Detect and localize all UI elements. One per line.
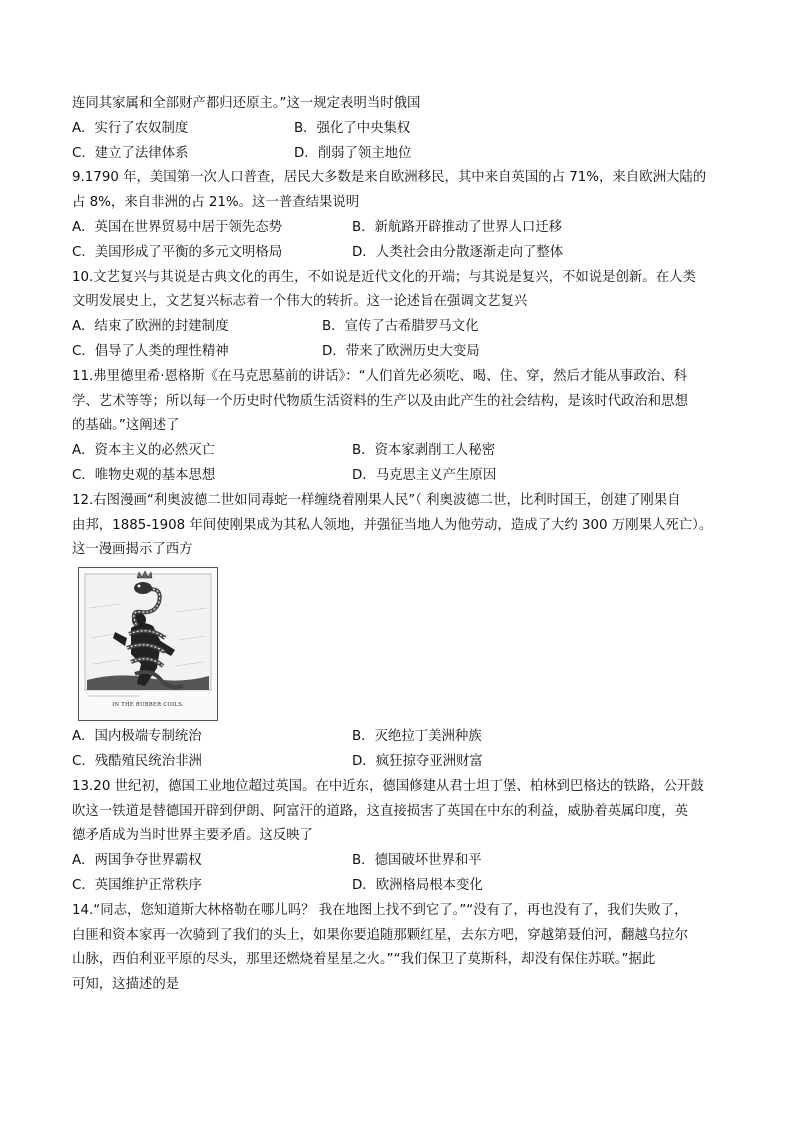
q11-stem-line-1: 11.弗里德里希·恩格斯《在马克思墓前的讲话》：“人们首先必须吃、喝、住、穿，然后才能从事政治、科	[72, 368, 687, 384]
q9-option-b[interactable]: B．新航路开辟推动了世界人口迁移	[352, 219, 563, 235]
q12-option-c[interactable]: C．残酷殖民统治非洲	[72, 753, 202, 769]
q13-option-c[interactable]: C．英国维护正常秩序	[72, 877, 202, 893]
q9-stem-line-2: 占 8%，来自非洲的占 21%。这一普查结果说明	[72, 195, 360, 211]
q8-stem-tail: 连同其家属和全部财产都归还原主。”这一规定表明当时俄国	[72, 96, 421, 111]
q12-option-b[interactable]: B．灭绝拉丁美洲种族	[352, 729, 482, 745]
q10-stem-line-2: 文明发展史上，文艺复兴标志着一个伟大的转折。这一论述旨在强调文艺复兴	[72, 294, 528, 310]
q11-option-b[interactable]: B．资本家剥削工人秘密	[352, 443, 496, 459]
q14-stem-line-4: 可知，这描述的是	[72, 977, 180, 993]
q8-options-row2	[72, 142, 732, 167]
q11-option-d[interactable]: D．马克思主义产生原因	[352, 467, 497, 483]
q10-options-row1	[72, 315, 732, 340]
q13-option-a[interactable]: A．两国争夺世界霸权	[72, 853, 202, 869]
cartoon-illustration	[79, 568, 217, 720]
q9-options-row2	[72, 241, 732, 266]
q9-option-c[interactable]: C．美国形成了平衡的多元文明格局	[72, 244, 283, 260]
q13-stem-line-2: 吹这一铁道是替德国开辟到伊朗、阿富汗的道路，这直接损害了英国在中东的利益，威胁着英属印度，英	[72, 803, 688, 819]
q13-option-b[interactable]: B．德国破坏世界和平	[352, 853, 482, 869]
q12-options-row1	[72, 725, 732, 750]
q12-option-a[interactable]: A．国内极端专制统治	[72, 729, 202, 745]
q14-stem-line-3: 山脉，西伯利亚平原的尽头，那里还燃烧着星星之火。”“我们保卫了莫斯科，却没有保住苏联。”据此	[72, 952, 656, 968]
q12-option-d[interactable]: D．疯狂掠夺亚洲财富	[352, 753, 483, 769]
q10-option-a[interactable]: A．结束了欧洲的封建制度	[72, 319, 229, 335]
q12-options-row2	[72, 750, 732, 775]
q9-options-row1	[72, 216, 732, 241]
q11-options-row2	[72, 464, 732, 489]
q13-options-row1	[72, 849, 732, 874]
q10-option-b[interactable]: B．宣传了古希腊罗马文化	[322, 319, 479, 335]
q14-stem-line-2: 白匪和资本家再一次骑到了我们的头上，如果你要追随那颗红星，去东方吧，穿越第聂伯河，翻越乌拉尔	[72, 927, 688, 943]
q9-option-d[interactable]: D．人类社会由分散逐渐走向了整体	[352, 244, 564, 260]
q11-stem-line-2: 学、艺术等等；所以每一个历史时代物质生活资料的生产以及由此产生的社会结构，是该时代政治和思想	[72, 393, 688, 409]
q11-stem-line-3: 的基础。”这阐述了	[72, 418, 180, 434]
q8-option-c[interactable]: C．建立了法律体系	[72, 145, 189, 161]
q8-option-a[interactable]: A．实行了农奴制度	[72, 120, 189, 136]
q14-stem-line-1: 14.“同志，您知道斯大林格勒在哪儿吗？ 我在地图上找不到它了。”“没有了，再也没有了，我们失败了，	[72, 902, 688, 918]
q12-stem-line-1: 12.右图漫画“利奥波德二世如同毒蛇一样缠绕着刚果人民”（ 利奥波德二世，比利时国王，创建了刚果自	[72, 492, 681, 508]
q8-option-b[interactable]: B．强化了中央集权	[294, 120, 411, 136]
cartoon-caption: IN THE RUBBER COILS.	[112, 702, 184, 709]
cartoon-image	[78, 567, 218, 721]
q9-option-a[interactable]: A．英国在世界贸易中居于领先态势	[72, 219, 283, 235]
q10-stem-line-1: 10.文艺复兴与其说是古典文化的再生，不如说是近代文化的开端；与其说是复兴，不如说是创新。在人类	[72, 269, 696, 285]
q10-options-row2	[72, 340, 732, 365]
q10-option-c[interactable]: C．倡导了人类的理性精神	[72, 343, 229, 359]
q8-options-row1	[72, 117, 732, 142]
q13-stem-line-3: 德矛盾成为当时世界主要矛盾。这反映了	[72, 828, 314, 844]
q9-stem-line-1: 9.1790 年，美国第一次人口普查，居民大多数是来自欧洲移民，其中来自英国的占 71%，来自欧洲大陆的	[72, 170, 707, 186]
q11-option-a[interactable]: A．资本主义的必然灭亡	[72, 443, 216, 459]
q11-options-row1	[72, 439, 732, 464]
exam-page	[72, 92, 732, 998]
q11-option-c[interactable]: C．唯物史观的基本思想	[72, 467, 216, 483]
q12-stem-line-3: 这一漫画揭示了西方	[72, 542, 193, 558]
q10-option-d[interactable]: D．带来了欧洲历史大变局	[322, 343, 480, 359]
q13-stem-line-1: 13.20 世纪初，德国工业地位超过英国。在中近东，德国修建从君士坦丁堡、柏林到巴格达的铁路，公开鼓	[72, 778, 704, 794]
q13-option-d[interactable]: D．欧洲格局根本变化	[352, 877, 483, 893]
q13-options-row2	[72, 874, 732, 899]
q12-stem-line-2: 由邦，1885-1908 年间使刚果成为其私人领地，并强征当地人为他劳动，造成了大约 300 万刚果人死亡）。	[72, 517, 713, 533]
q8-option-d[interactable]: D．削弱了领主地位	[294, 145, 412, 161]
